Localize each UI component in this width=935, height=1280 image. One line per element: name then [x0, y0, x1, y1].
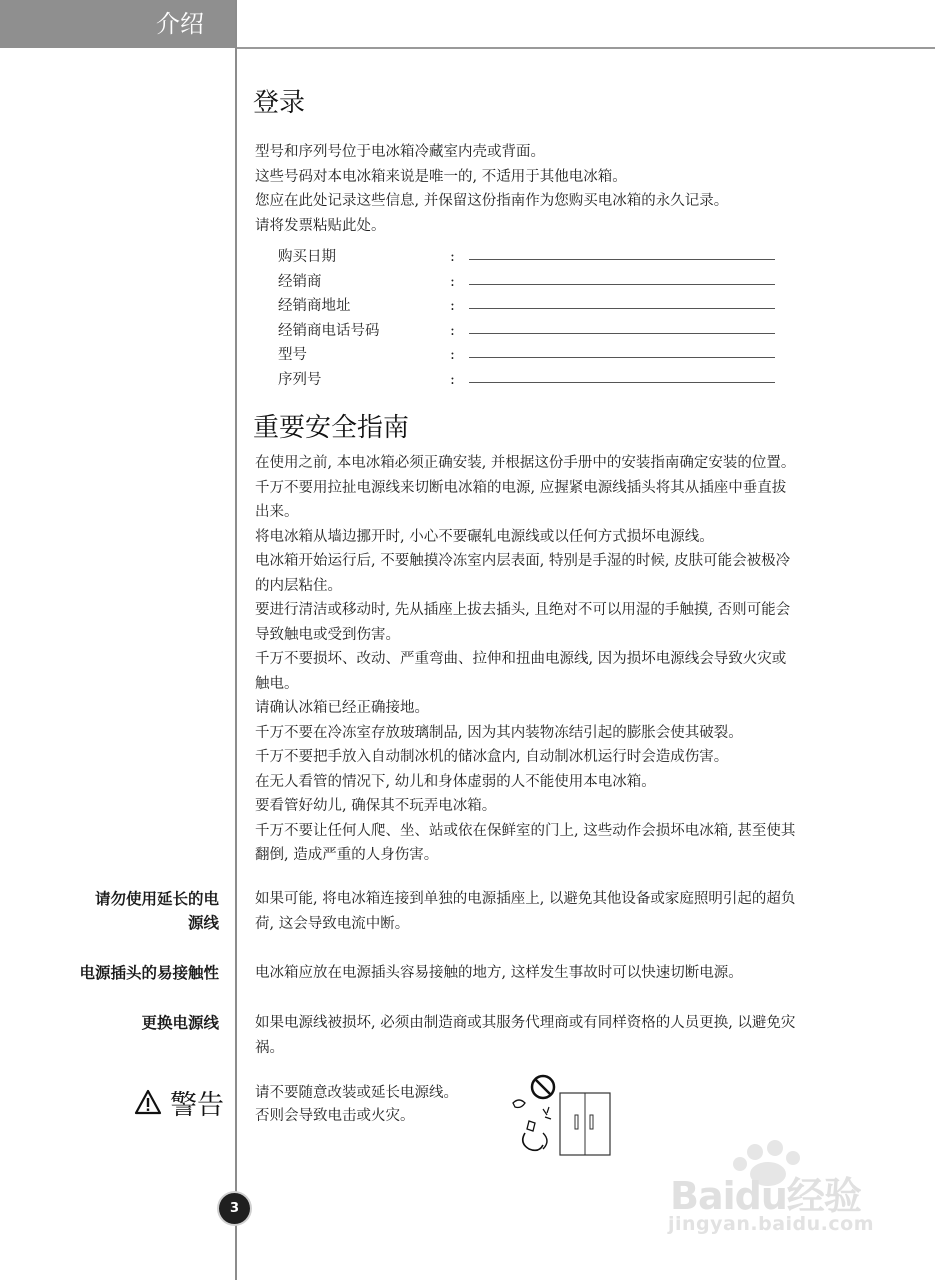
note-label-extension-cord [19, 887, 219, 935]
text-line: 否则会导致电击或火灾。 [255, 1108, 415, 1124]
text-line: 请不要随意改装或延长电源线。 [255, 1085, 458, 1101]
note-text-replace-cord [255, 1011, 865, 1060]
field-colon: : [450, 298, 455, 314]
field-label: 购买日期 [278, 249, 336, 265]
text-line: 千万不要损坏、改动、严重弯曲、拉伸和扭曲电源线, 因为损坏电源线会导致火灾或 [255, 651, 787, 667]
text-line: 要看管好幼儿, 确保其不玩弄电冰箱。 [255, 798, 497, 814]
warning-heading [134, 1082, 224, 1122]
note-label-plug-access [19, 961, 219, 985]
text-line: 电冰箱应放在电源插头容易接触的地方, 这样发生事故时可以快速切断电源。 [255, 965, 743, 981]
text-line: 电冰箱开始运行后, 不要触摸冷冻室内层表面, 特别是手湿的时候, 皮肤可能会被极冷 [255, 553, 791, 569]
text-line: 型号和序列号位于电冰箱冷藏室内壳或背面。 [255, 144, 545, 160]
text-line: 在无人看管的情况下, 幼儿和身体虚弱的人不能使用本电冰箱。 [255, 773, 656, 790]
form-row-purchase-date [278, 245, 778, 270]
field-colon: : [450, 249, 455, 265]
watermark-logo: Baidu经验 [670, 1174, 861, 1218]
fill-line[interactable] [469, 308, 775, 309]
field-colon: : [450, 347, 455, 363]
text-line: 在使用之前, 本电冰箱必须正确安装, 并根据这份手册中的安装指南确定安装的位置。 [255, 455, 796, 471]
form-row-serial [278, 368, 778, 393]
fill-line[interactable] [469, 357, 775, 358]
label-line: 更换电源线 [141, 1014, 219, 1032]
margin-divider [235, 0, 237, 1280]
warning-text [255, 1082, 458, 1128]
text-line: 千万不要让任何人爬、坐、站或依在保鲜室的门上, 这些动作会损坏电冰箱, 甚至使其 [255, 822, 796, 839]
safety-text [255, 451, 865, 868]
warning-title: 警告 [170, 1089, 224, 1121]
text-line: 触电。 [255, 675, 299, 692]
text-line: 请将发票粘贴此处。 [255, 217, 386, 234]
form-row-dealer-phone [278, 319, 778, 344]
form-row-model [278, 343, 778, 368]
text-line: 请确认冰箱已经正确接地。 [255, 700, 429, 716]
fill-line[interactable] [469, 333, 775, 334]
registration-form [278, 245, 778, 392]
watermark-url: jingyan.baidu.com [668, 1213, 874, 1235]
fill-line[interactable] [469, 259, 775, 260]
text-line: 这些号码对本电冰箱来说是唯一的, 不适用于其他电冰箱。 [255, 168, 627, 185]
text-line: 千万不要用拉扯电源线来切断电冰箱的电源, 应握紧电源线插头将其从插座中垂直拔 [255, 479, 787, 496]
warning-triangle-icon [134, 1089, 162, 1115]
text-line: 如果电源线被损坏, 必须由制造商或其服务代理商或有同样资格的人员更换, 以避免灾 [255, 1015, 796, 1031]
field-colon: : [450, 322, 455, 339]
text-line: 将电冰箱从墙边挪开时, 小心不要碾轧电源线或以任何方式损坏电源线。 [255, 528, 714, 545]
field-label: 型号 [278, 347, 307, 363]
field-colon: : [450, 371, 455, 388]
text-line: 千万不要在冷冻室存放玻璃制品, 因为其内装物冻结引起的膨胀会使其破裂。 [255, 724, 743, 741]
text-line: 的内层粘住。 [255, 577, 342, 594]
fill-line[interactable] [469, 382, 775, 383]
form-row-dealer [278, 270, 778, 295]
registration-text [255, 140, 865, 238]
note-text-extension-cord [255, 887, 865, 936]
field-label: 经销商 [278, 273, 322, 290]
form-row-dealer-address [278, 294, 778, 319]
page-number: 3 [219, 1193, 250, 1224]
fill-line[interactable] [469, 284, 775, 285]
text-line: 出来。 [255, 504, 299, 520]
field-label: 经销商地址 [278, 298, 351, 314]
no-modify-cord-illustration [505, 1073, 615, 1158]
note-label-replace-cord [19, 1011, 219, 1035]
text-line: 翻倒, 造成严重的人身伤害。 [255, 847, 439, 863]
text-line: 如果可能, 将电冰箱连接到单独的电源插座上, 以避免其他设备或家庭照明引起的超负 [255, 891, 796, 907]
registration-title: 登录 [253, 88, 306, 118]
text-line: 荷, 这会导致电流中断。 [255, 915, 410, 932]
section-tab: 介绍 [0, 0, 236, 48]
label-line: 电源插头的易接触性 [79, 964, 219, 982]
field-label: 序列号 [278, 371, 322, 388]
text-line: 要进行清洁或移动时, 先从插座上拔去插头, 且绝对不可以用湿的手触摸, 否则可能会 [255, 602, 791, 618]
note-text-plug-access [255, 961, 865, 986]
text-line: 祸。 [255, 1039, 284, 1056]
text-line: 您应在此处记录这些信息, 并保留这份指南作为您购买电冰箱的永久记录。 [255, 193, 729, 209]
text-line: 导致触电或受到伤害。 [255, 626, 400, 643]
label-line: 请勿使用延长的电 [94, 890, 219, 908]
label-line: 源线 [187, 914, 219, 932]
field-label: 经销商电话号码 [278, 322, 380, 339]
field-colon: : [450, 273, 455, 290]
header-rule [236, 47, 935, 49]
safety-title: 重要安全指南 [253, 413, 410, 443]
text-line: 千万不要把手放入自动制冰机的储冰盒内, 自动制冰机运行时会造成伤害。 [255, 749, 729, 765]
